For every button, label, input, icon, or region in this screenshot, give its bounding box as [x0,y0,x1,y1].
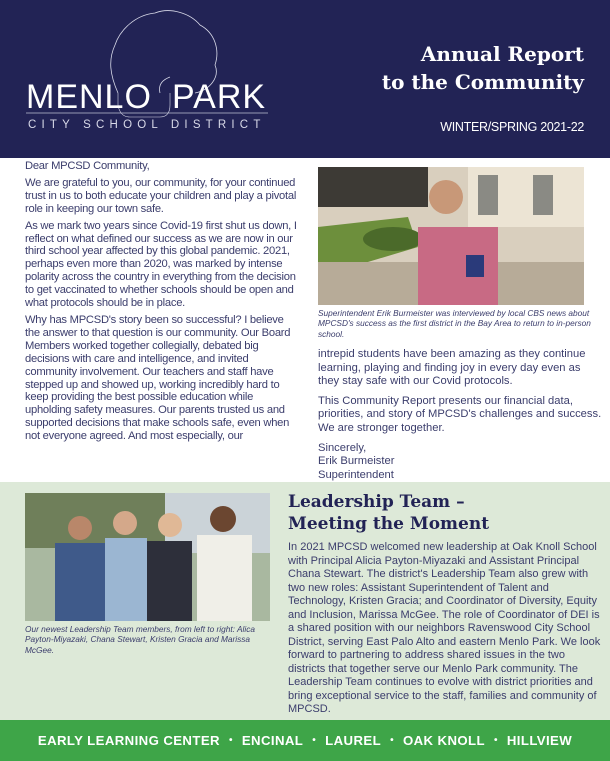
separator-dot: • [312,735,317,746]
title-line-2: to the Community [381,70,584,94]
svg-text:CITY SCHOOL DISTRICT: CITY SCHOOL DISTRICT [28,119,266,131]
title-line-1: Annual Report [420,42,584,66]
menlo-park-logo [20,5,275,135]
season-label: WINTER/SPRING 2021-22 [440,120,584,134]
letter-signoff: Sincerely, [318,441,367,454]
heading-line-2: Meeting the Moment [288,514,490,534]
superintendent-photo [318,167,584,305]
report-title [382,40,584,96]
svg-text:PARK: PARK [172,78,267,116]
leadership-photo-caption: Our newest Leadership Team members, from left to right: Alica Payton-Miyazaki, Chana Stewart, Kristen Gracia and Marissa McGee. [25,624,255,655]
letter-paragraph: Why has MPCSD's story been so successful? I believe the answer to that question is our community. Our Board Members worked together collegially, debated big decisions with care and intelligence, and invited community involvement. Our teachers and staff have stepped up and showed up, working incredibly hard to keep providing the best possible education while upholding safety measures. Our parents trusted us and supported decisions that make schools safe, even when not everyone agreed. And most especially, our [25,313,291,443]
letter-greeting: Dear MPCSD Community, [25,160,150,172]
letter-column-left [25,160,299,447]
letter-paragraph: We are grateful to you, our community, for your continued trust in us to both educate your children and play a pivotal role in keeping our town safe. [25,176,297,215]
school-name: HILLVIEW [506,733,573,748]
school-name: ENCINAL [241,733,304,748]
school-name: LAUREL [325,733,382,748]
heading-line-1: Leadership Team – [288,492,465,512]
letter-signer-title: Superintendent [318,468,394,481]
letter-signer: Erik Burmeister [318,455,395,468]
separator-dot: • [493,735,498,746]
svg-text:MENLO: MENLO [26,78,152,116]
superintendent-photo-caption: Superintendent Erik Burmeister was interviewed by local CBS news about MPCSD's success as the first district in the Bay Area to return to in-person school. [318,308,591,339]
leadership-body: In 2021 MPCSD welcomed new leadership at Oak Knoll School with Principal Alicia Payton-Miyazaki and Assistant Principal Chana Stewart. The district's Leadership Team also grew with two new roles: Assistant Superintendent of Talent and Technology, Kristen Gracia; and Coordinator of Diversity, Equity and Inclusion, Marissa McGee. The role of Coordinator of DEI is a shared position with our neighbors Ravenswood City School District, serving East Palo Alto and eastern Menlo Park. We look forward to partnering to address shared issues in the two districts that together serve our Menlo Park community. The Leadership Team continues to evolve with district priorities and bring exceptional service to the staff, families and community of MPCSD. [288,541,601,715]
leadership-team-photo [25,493,270,621]
letter-paragraph: intrepid students have been amazing as they continue learning, playing and finding joy in every day even as they stay safe with our Covid protocols. [318,348,586,388]
schools-footer [0,720,610,761]
letter-column-right [318,348,603,482]
separator-dot: • [228,735,233,746]
header [0,0,610,158]
school-name: OAK KNOLL [402,733,485,748]
leadership-heading [288,491,489,535]
separator-dot: • [390,735,394,746]
school-name: EARLY LEARNING CENTER [37,733,220,748]
letter-paragraph: This Community Report presents our financial data, priorities, and story of MPCSD's challenges and success. We are stronger together. [318,394,602,434]
letter-paragraph: As we mark two years since Covid-19 first shut us down, I reflect on what defined our success as we are now in our third school year affected by this global pandemic. 2021, perhaps even more than 2020, was marked by intense polarity across the country in everything from the decision to get vaccinated to whether schools should be open and what protocols should be in place. [25,219,297,310]
